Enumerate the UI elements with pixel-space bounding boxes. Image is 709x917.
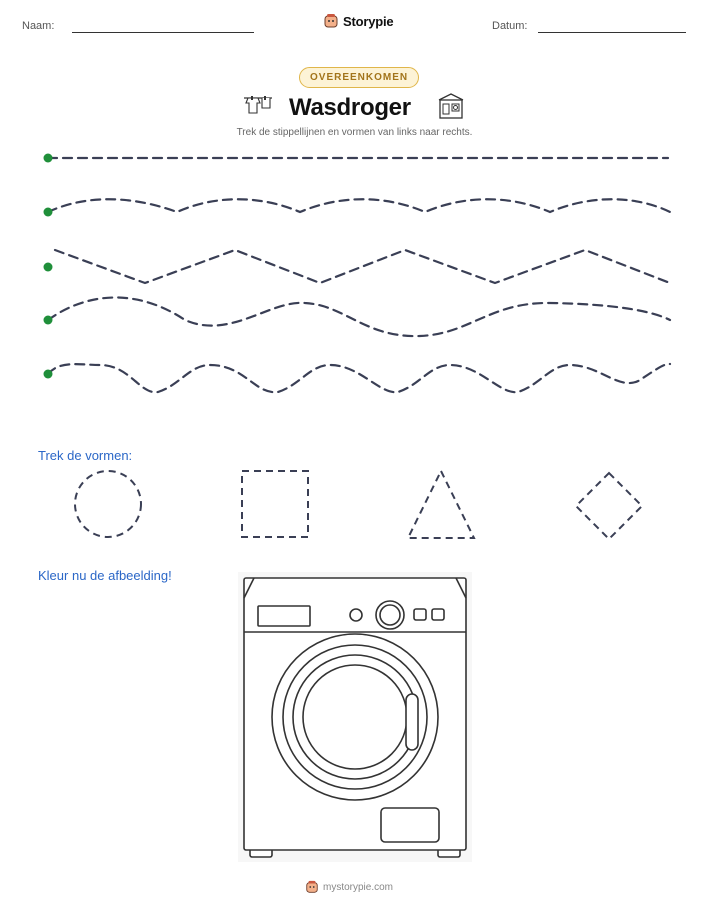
name-label: Naam: xyxy=(22,20,55,32)
start-dot-5 xyxy=(44,370,53,379)
clothesline-icon xyxy=(243,93,273,124)
trace-line-zigzag xyxy=(55,250,670,283)
date-line[interactable] xyxy=(538,32,686,33)
brand-logo xyxy=(323,13,393,29)
shapes-section-label: Trek de vormen: xyxy=(38,448,133,463)
start-dot-2 xyxy=(44,208,53,217)
start-dot-1 xyxy=(44,154,53,163)
footer xyxy=(305,880,393,894)
trace-line-wave xyxy=(48,199,670,212)
category-badge: OVEREENKOMEN xyxy=(299,67,419,88)
trace-line-bumps xyxy=(48,364,670,392)
storypie-mascot-icon xyxy=(305,880,319,894)
washing-machine-picture xyxy=(238,572,472,862)
name-line[interactable] xyxy=(72,32,254,33)
storypie-mascot-icon xyxy=(323,13,339,29)
start-dot-3 xyxy=(44,263,53,272)
trace-circle xyxy=(75,471,141,537)
trace-triangle xyxy=(408,471,474,538)
tracing-area xyxy=(0,140,709,400)
trace-diamond xyxy=(576,473,642,539)
trace-line-wave-2 xyxy=(48,298,670,337)
date-label: Datum: xyxy=(492,20,528,32)
page-title: Wasdroger xyxy=(289,94,411,121)
instructions: Trek de stippellijnen en vormen van links naar rechts. xyxy=(236,127,473,138)
shapes-area xyxy=(0,460,709,550)
color-section-label: Kleur nu de afbeelding! xyxy=(38,568,172,583)
brand-name: Storypie xyxy=(343,13,394,29)
start-dot-4 xyxy=(44,316,53,325)
trace-square xyxy=(242,471,308,537)
footer-url[interactable]: mystorypie.com xyxy=(323,881,394,893)
laundromat-icon xyxy=(437,92,465,125)
